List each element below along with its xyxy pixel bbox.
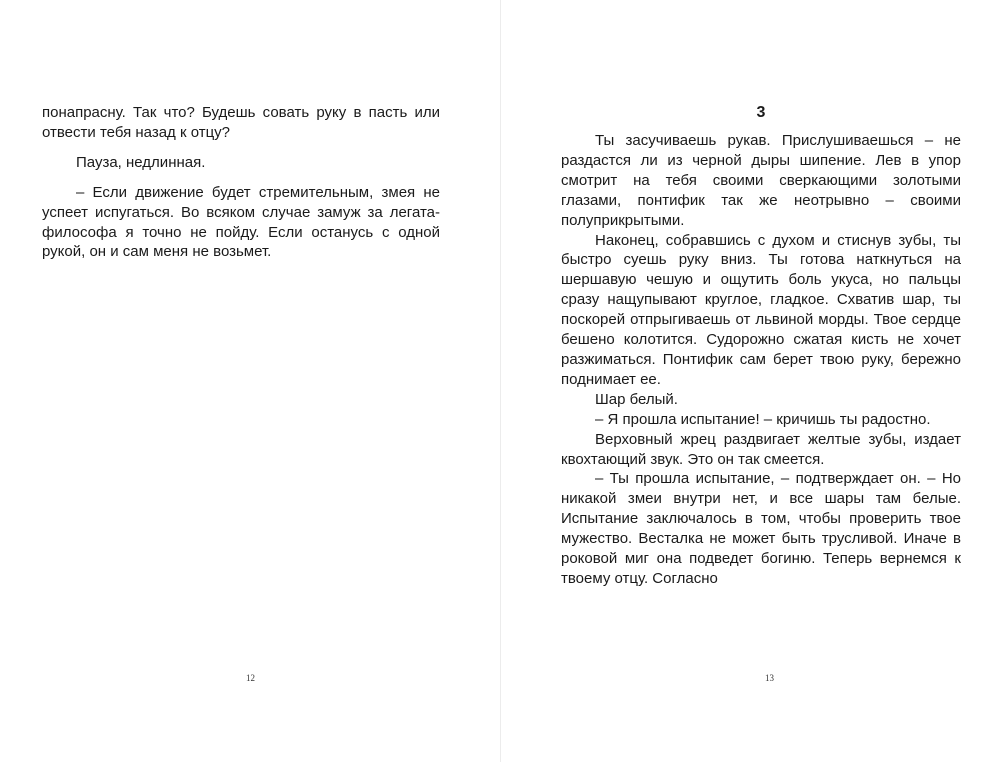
paragraph: – Я прошла испытание! – кричишь ты радостно. bbox=[595, 410, 931, 428]
right-page bbox=[501, 0, 1000, 762]
left-page-text bbox=[42, 103, 440, 262]
paragraph: – Если движение будет стремительным, змея не успеет испугаться. Во всяком случае замуж за легата-философа я точно не пойду. Если останусь с одной рукой, он и сам меня не возьмет. bbox=[42, 183, 440, 261]
paragraph: Шар белый. bbox=[595, 390, 678, 408]
paragraph: – Ты прошла испытание, – подтверждает он. – Но никакой змеи внутри нет, и все шары там белые. Испытание заключалось в том, чтобы проверить твое мужество. Весталка не может быть трусливой. Иначе в роковой миг она подведет богиню. Теперь вернемся к твоему отцу. Согласно bbox=[561, 470, 961, 587]
chapter-number: 3 bbox=[756, 104, 766, 121]
page-number-right: 13 bbox=[765, 673, 774, 683]
right-page-text bbox=[561, 131, 961, 589]
paragraph: понапрасну. Так что? Будешь совать руку в пасть или отвести тебя назад к отцу? bbox=[42, 104, 440, 141]
paragraph: Верховный жрец раздвигает желтые зубы, издает квохтающий звук. Это он так смеется. bbox=[561, 430, 961, 468]
page-number-left: 12 bbox=[246, 673, 255, 683]
paragraph: Пауза, недлинная. bbox=[76, 153, 206, 171]
paragraph: Наконец, собравшись с духом и стиснув зубы, ты быстро суешь руку вниз. Ты готова наткнуться на шершавую чешую и ощутить боль укуса, но пальцы сразу нащупывают круглое, гладкое. Схватив шар, ты поскорей отпрыгиваешь от львиной морды. Твое сердце бешено колотится. Судорожно сжатая кисть не хочет разжиматься. Понтифик сам берет твою руку, бережно поднимает ее. bbox=[561, 231, 961, 388]
paragraph: Ты засучиваешь рукав. Прислушиваешься – не раздастся ли из черной дыры шипение. Лев в упор смотрит на тебя своими сверкающими золотыми глазами, понтифик так же неотрывно – своими полуприкрытыми. bbox=[561, 132, 961, 229]
